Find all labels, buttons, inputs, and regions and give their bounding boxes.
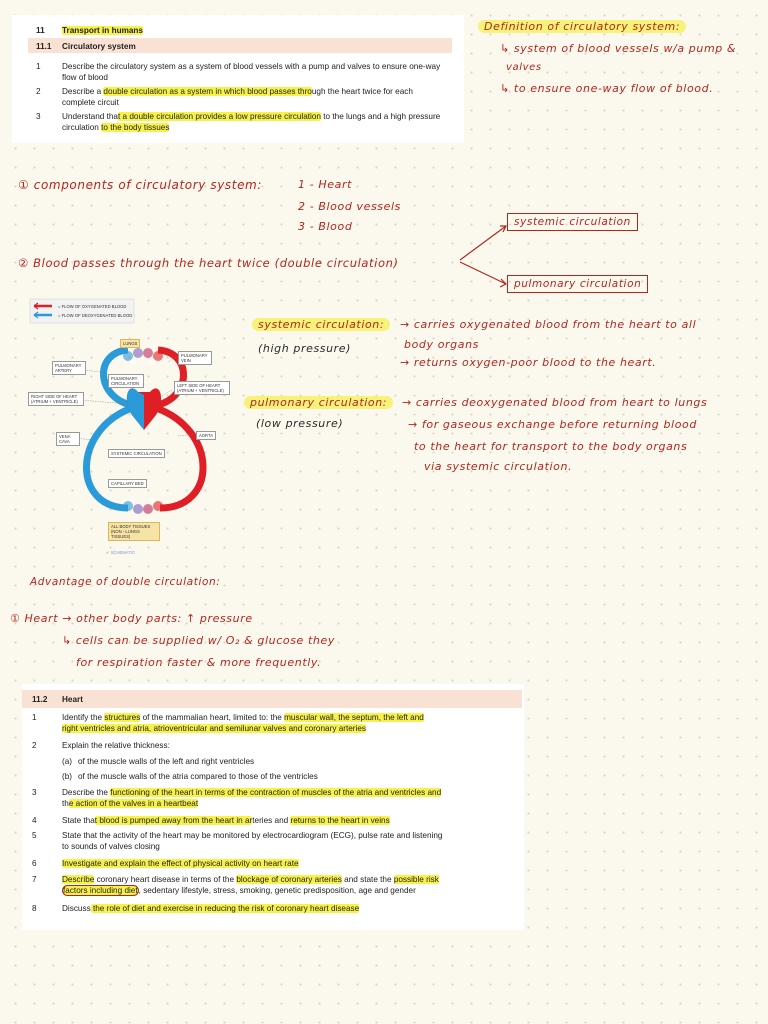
advantage-line: for respiration faster & more frequently. <box>76 656 322 669</box>
component-item: 2 - Blood vessels <box>298 200 401 213</box>
section-number: 11.1 <box>36 42 52 51</box>
item-number: 7 <box>32 875 37 884</box>
branch-arrows <box>460 226 506 287</box>
pulmonary-line: → carries deoxygenated blood from heart to lungs <box>402 396 708 409</box>
definition-line: valves <box>506 62 542 73</box>
item-text: State that the activity of the heart may be monitored by electrocardiogram (ECG), pulse rate and listening to sounds of valves closing <box>62 831 443 851</box>
label-capillary-bed: CAPILLARY BED <box>108 479 147 488</box>
item-number: 8 <box>32 904 37 913</box>
pulmonary-line: to the heart for transport to the body organs <box>414 440 688 453</box>
sub-item: (b) <box>62 772 73 781</box>
chapter-title: Transport in humans <box>62 26 143 35</box>
label-left-side: LEFT SIDE OF HEART (ATRIUM + VENTRICLE) <box>174 381 230 395</box>
body-capillaries <box>123 497 163 514</box>
advantage-title: Advantage of double circulation: <box>30 576 221 588</box>
label-pulmonary-artery: PULMONARY ARTERY <box>52 361 86 375</box>
lung-capillaries <box>123 348 163 365</box>
item-text: Describe the circulatory system as a system of blood vessels with a pump and valves to ensure one-way flow of blood <box>62 62 441 82</box>
systemic-line: → returns oxygen-poor blood to the heart. <box>400 356 657 369</box>
item-text: Describe a double circulation as a system in which blood passes through the heart twice for each complete circuit <box>62 87 413 107</box>
item-number: 2 <box>32 741 37 750</box>
pulmonary-title: pulmonary circulation: <box>244 396 393 409</box>
item-number: 6 <box>32 859 37 868</box>
item-number: 1 <box>36 62 41 71</box>
item-text: Investigate and explain the effect of physical activity on heart rate <box>62 859 299 868</box>
label-lungs: LUNGS <box>120 339 140 348</box>
systemic-line: → carries oxygenated blood from the heart to all <box>400 318 697 331</box>
systemic-title: systemic circulation: <box>252 318 390 331</box>
item-number: 4 <box>32 816 37 825</box>
label-all-body-tissues: ALL BODY TISSUES (NON - LUNGS TISSUES) <box>108 522 160 541</box>
item-text: Describe coronary heart disease in terms of the blockage of coronary arteries and state the possible risk factors including diet, sedentary lifestyle, stress, smoking, genetic predisposition, age and gender <box>62 875 439 895</box>
legend-oxygenated: = FLOW OF OXYGENATED BLOOD <box>58 304 127 309</box>
check-icon: ✔ <box>106 550 111 555</box>
label-aorta: AORTA <box>196 431 216 440</box>
component-item: 1 - Heart <box>298 178 352 191</box>
item-text: Describe the functioning of the heart in terms of the contraction of muscles of the atria and ventricles and the action of the valves in a heartbeat <box>62 788 442 808</box>
section-header-bg <box>22 690 522 708</box>
sub-item: (a) <box>62 757 73 766</box>
sub-item-text: of the muscle walls of the atria compared to those of the ventricles <box>78 772 318 781</box>
diagram-credit: ✔ SCHEMATIC <box>106 550 136 555</box>
item-text: State that blood is pumped away from the heart in arteries and returns to the heart in veins <box>62 816 390 825</box>
item-text: Explain the relative thickness: <box>62 741 170 750</box>
pulmonary-pressure: (low pressure) <box>256 417 344 430</box>
section-title: Circulatory system <box>62 42 136 51</box>
section-number: 11.2 <box>32 695 48 704</box>
syllabus-card-11-2 <box>22 684 524 930</box>
advantage-line: ↳ cells can be supplied w/ O₂ & glucose they <box>62 634 335 647</box>
label-right-side: RIGHT SIDE OF HEART (ATRIUM + VENTRICLE) <box>28 392 84 406</box>
item-text: Understand that a double circulation provides a low pressure circulation to the lungs and a high pressure circulation to the body tissues <box>62 112 441 132</box>
systemic-pressure: (high pressure) <box>258 342 352 355</box>
item-number: 5 <box>32 831 37 840</box>
component-item: 3 - Blood <box>298 220 353 233</box>
item-number: 2 <box>36 87 41 96</box>
pulmonary-line: via systemic circulation. <box>424 460 573 473</box>
pulmonary-line: → for gaseous exchange before returning blood <box>408 418 697 431</box>
definition-line: ↳ system of blood vessels w/a pump & <box>500 42 737 55</box>
systemic-box: systemic circulation <box>507 213 638 231</box>
label-pulmonary-circulation: PULMONARY CIRCULATION <box>108 374 144 388</box>
item-number: 3 <box>32 788 37 797</box>
definition-title: Definition of circulatory system: <box>478 20 686 33</box>
definition-line: ↳ to ensure one-way flow of blood. <box>500 82 714 95</box>
item-number: 3 <box>36 112 41 121</box>
systemic-line: body organs <box>404 338 479 351</box>
label-vena-cava: VENA CAVA <box>56 432 80 446</box>
chapter-number: 11 <box>36 26 45 35</box>
sub-item-text: of the muscle walls of the left and right ventricles <box>78 757 255 766</box>
label-pulmonary-vein: PULMONARY VEIN <box>178 351 212 365</box>
advantage-line: ① Heart → other body parts: ↑ pressure <box>10 612 253 625</box>
pulmonary-box: pulmonary circulation <box>507 275 648 293</box>
legend-deoxygenated: = FLOW OF DEOXYGENATED BLOOD <box>58 313 133 318</box>
item-number: 1 <box>32 713 37 722</box>
item-text: Identify the structures of the mammalian heart, limited to: the muscular wall, the septum, the left and right ventricles and atria, atrioventricular and semilunar valves and coronary arteries <box>62 713 424 733</box>
double-circulation-note: ② Blood passes through the heart twice (double circulation) <box>18 256 399 270</box>
components-label: ① components of circulatory system: <box>18 178 262 192</box>
label-systemic-circulation: SYSTEMIC CIRCULATION <box>108 449 165 458</box>
section-title: Heart <box>62 695 83 704</box>
item-text: Discuss the role of diet and exercise in reducing the risk of coronary heart disease <box>62 904 360 913</box>
